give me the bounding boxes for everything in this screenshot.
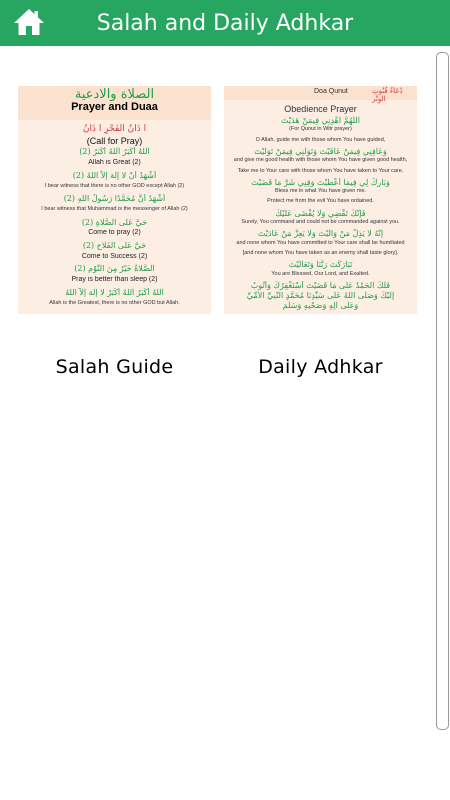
daily-adhkar-card[interactable] [224,86,417,378]
thumbnail-text-line: فَلَكَ الحَمْدُ عَلَى مَا قَضَيْتَ أَسْتَغْفِرُكَ وَأَتُوبُ [250,280,391,290]
scrollbar[interactable] [436,52,449,730]
thumbnail-text-line: O Allah, guide me with those whom You have guided, [255,136,386,143]
thumbnail-text-line: إِلَيْكَ وَصَلَّى اللهُ عَلَى سَيِّدِنَا مُحَمَّدٍ النَّبِيِّ الأُمِّيِّ [246,291,395,301]
thumbnail-text-line: (For Qunut in Witr prayer) [289,126,352,133]
thumbnail-text-line: Take me to Your care with those whom You have taken to Your care, [237,167,404,174]
thumbnail-text-line: فَإِنَّكَ تَقْضِي وَلَا يُقْضَى عَلَيْكَ [275,208,366,218]
daily-adhkar-label[interactable]: Daily Adhkar [258,356,383,378]
home-icon [12,6,46,38]
thumbnail-text-line: [and none whom You have taken as an enemy shall taste glory]. [242,249,399,256]
thumbnail-text-line: أَشْهَدُ أَنَّ مُحَمَّدًا رَسُولُ اللهِ (2) [63,194,166,204]
thumbnail-text-line: and none whom You have committed to Your care shall be humiliated [236,239,405,246]
thumbnail-text-line: Protect me from the evil You have ordained. [267,198,374,205]
home-button[interactable] [12,6,46,38]
thumbnail-text-line: اَللَّهُمَّ اهْدِنِي فِيمَنْ هَدَيْتَ [281,116,360,125]
thumbnail-text-line: (Call for Pray) [86,135,143,146]
thumbnail-title-english: Prayer and Duaa [71,101,158,113]
salah-guide-label[interactable]: Salah Guide [55,356,174,378]
thumbnail-title-arabic: الصلاة والادعية [74,87,155,102]
thumbnail-text-line: إِنَّهُ لَا يَذِلُّ مَنْ وَالَيْتَ وَلَا يَعِزُّ مَنْ عَادَيْتَ [257,229,384,239]
thumbnail-text-line: حَيَّ عَلَى الفَلاحِ (2) [82,241,147,250]
thumbnail-title-english: Obedience Prayer [284,104,357,114]
thumbnail-text-line: وَعَافِنِي فِيمَنْ عَافَيْتَ وَتَوَلَّنِي فِيمَنْ تَوَلَّيْتَ [254,146,387,156]
thumbnail-text-line: Surely, You command and could not be commanded against you. [241,219,400,225]
salah-guide-thumbnail[interactable] [18,86,211,314]
thumbnail-text-line: تَبَارَكْتَ رَبَّنَا وَتَعَالَيْتَ [288,260,353,270]
thumbnail-text-line: Pray is better than sleep (2) [71,276,158,284]
thumbnail-text-line: أَشْهَدُ أَنْ لا إِلهَ إِلاَّ اللهُ (2) [72,170,157,180]
thumbnail-text-line: اَللهُ أَكْبَرُ اَللهُ أَكْبَرُ لا إِلهَ إِلاَّ اللهُ [65,287,164,297]
thumbnail-text-line: I bear witness that there is no other GOD except Allah (2) [44,182,185,189]
thumbnail-text-line: أَ ذَانُ الفَجْرِ أَ ذَانُ [82,124,147,134]
daily-adhkar-thumbnail[interactable] [224,86,417,314]
thumbnail-text-line: اَللهُ أَكْبَرُ اَللهُ أَكْبَرُ (2) [79,147,150,157]
thumbnail-text-line: I bear witness that Muhammad is the messenger of Allah (2) [41,205,188,212]
salah-guide-card[interactable] [18,86,211,378]
app-title: Salah and Daily Adhkar [96,11,354,36]
thumbnail-text-line: and give me good health with those whom You have given good health, [233,157,408,164]
thumbnail-text-line: وَبَارِكْ لِي فِيمَا أَعْطَيْتَ وَقِنِي شَرَّ مَا قَضَيْتَ [251,177,390,187]
thumbnail-text-line: Bless me in what You have given me. [274,188,367,195]
thumbnail-text-line: Allah is Great (2) [88,159,141,167]
thumbnail-text-line: وَعَلَى آلِهِ وَصَحْبِهِ وَسَلَّمَ [282,301,359,311]
thumbnail-text-line: حَيَّ عَلَى الصَّلاةِ (2) [81,217,148,227]
app-header [0,0,450,46]
thumbnail-header-right: دُعَاءُ قُنُوتِ الوِتْر [372,87,403,103]
thumbnail-text-line: Allah is the Greatest, there is no other GOD but Allah. [49,299,180,306]
thumbnail-text-line: اَلصَّلاةُ خَيْرٌ مِنَ النَّوْمِ (2) [74,264,155,274]
thumbnail-text-line: Come to Success (2) [81,252,148,260]
thumbnail-text-line: You are Blessed, Our Lord, and Exalted. [271,270,370,277]
thumbnail-header-left: Doa Qunut [314,88,348,95]
main-content [0,46,450,732]
thumbnail-text-line: Come to pray (2) [88,229,141,237]
